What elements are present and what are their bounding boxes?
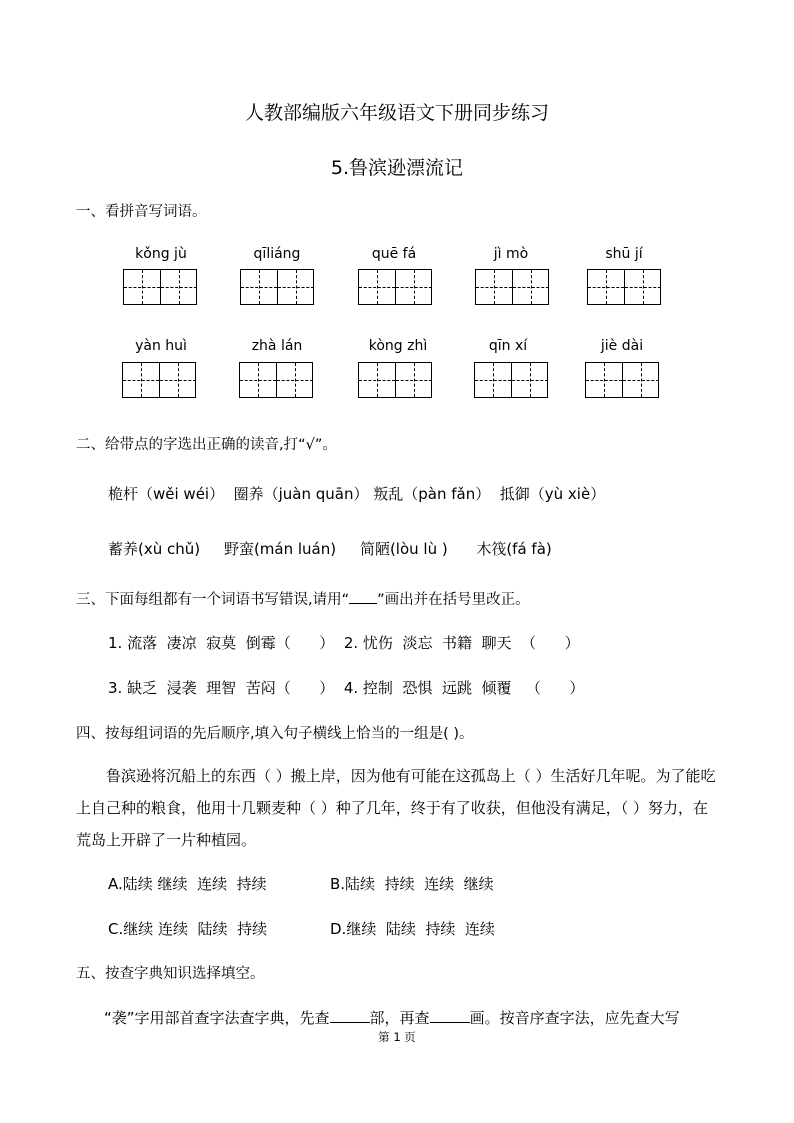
pinyin-label: yàn huì — [135, 338, 187, 354]
writing-box[interactable] — [122, 362, 196, 398]
section-5-text — [104, 1007, 680, 1028]
option-b: B.陆续 持续 连续 继续 — [330, 875, 494, 893]
writing-box[interactable] — [474, 362, 548, 398]
blank-line[interactable] — [430, 1008, 470, 1023]
section-5-text-b: 部，再查 — [369, 1009, 430, 1027]
section-4-heading: 四、按每组词语的先后顺序,填入句子横线上恰当的一组是( )。 — [76, 726, 474, 742]
pinyin-label: qīliáng — [253, 246, 301, 262]
option-d: D.继续 陆续 持续 连续 — [330, 920, 495, 938]
writing-box[interactable] — [585, 362, 659, 398]
section-2-line-1: 桅杆（wěi wéi） 圈养（juàn quān） 叛乱（pàn fǎn） 抵御（yù xiè） — [108, 485, 606, 503]
option-c: C.继续 连续 陆续 持续 — [108, 920, 268, 938]
pinyin-label: jiè dài — [600, 338, 644, 354]
pinyin-label: quē fá — [371, 246, 417, 262]
writing-box[interactable] — [239, 362, 313, 398]
section-5-text-c: 画。按音序查字法，应先查大写 — [469, 1009, 680, 1027]
section-3-line-1: 1. 流落 凄凉 寂莫 倒霉（ ） 2. 忧伤 淡忘 书籍 聊天 （ ） — [108, 634, 580, 652]
writing-box[interactable] — [475, 269, 549, 305]
section-3-heading-part-b: ”画出并在括号里改正。 — [377, 592, 530, 608]
pinyin-label: kòng zhì — [368, 338, 428, 354]
section-2-line-2: 蓄养(xù chǔ) 野蛮(mán luán) 简陋(lòu lù ) 木筏(fá fà) — [108, 540, 552, 558]
pinyin-label: shū jí — [605, 246, 643, 262]
writing-box[interactable] — [240, 269, 314, 305]
pinyin-label: jì mò — [493, 246, 529, 262]
pinyin-label: qīn xí — [488, 338, 528, 354]
writing-box[interactable] — [358, 362, 432, 398]
writing-box[interactable] — [587, 269, 661, 305]
section-3-line-2: 3. 缺乏 浸袭 理智 苦闷（ ） 4. 控制 恐惧 远跳 倾覆 （ ） — [108, 679, 585, 697]
section-5-text-a: “袭”字用部首查字法查字典，先查 — [104, 1009, 330, 1027]
page-footer: 第 1 页 — [378, 1030, 416, 1044]
pinyin-label: zhà lán — [251, 338, 303, 354]
doc-title: 人教部编版六年级语文下册同步练习 — [244, 102, 549, 124]
doc-subtitle: 5.鲁滨逊漂流记 — [330, 157, 464, 179]
underline-mark — [349, 589, 377, 604]
pinyin-label: kǒng jù — [135, 246, 187, 262]
option-a: A.陆续 继续 连续 持续 — [108, 875, 267, 893]
section-4-paragraph: 鲁滨逊将沉船上的东西（ ）搬上岸，因为他有可能在这孤岛上（ ）生活好几年呢。为了能吃上自己种的粮食，他用十几颗麦种（ ）种了几年，终于有了收获，但他没有满足，（ ）努力，在荒岛上开辟了一片种植园。 — [76, 767, 716, 849]
writing-box[interactable] — [123, 269, 197, 305]
blank-line[interactable] — [330, 1008, 370, 1023]
section-3-heading — [76, 588, 530, 609]
section-3-heading-part-a: 三、下面每组都有一个词语书写错误,请用“ — [76, 592, 350, 608]
section-1-heading: 一、看拼音写词语。 — [76, 204, 207, 220]
section-2-heading: 二、给带点的字选出正确的读音,打“√”。 — [76, 437, 337, 453]
writing-box[interactable] — [358, 269, 432, 305]
section-5-heading: 五、按查字典知识选择填空。 — [76, 966, 265, 982]
